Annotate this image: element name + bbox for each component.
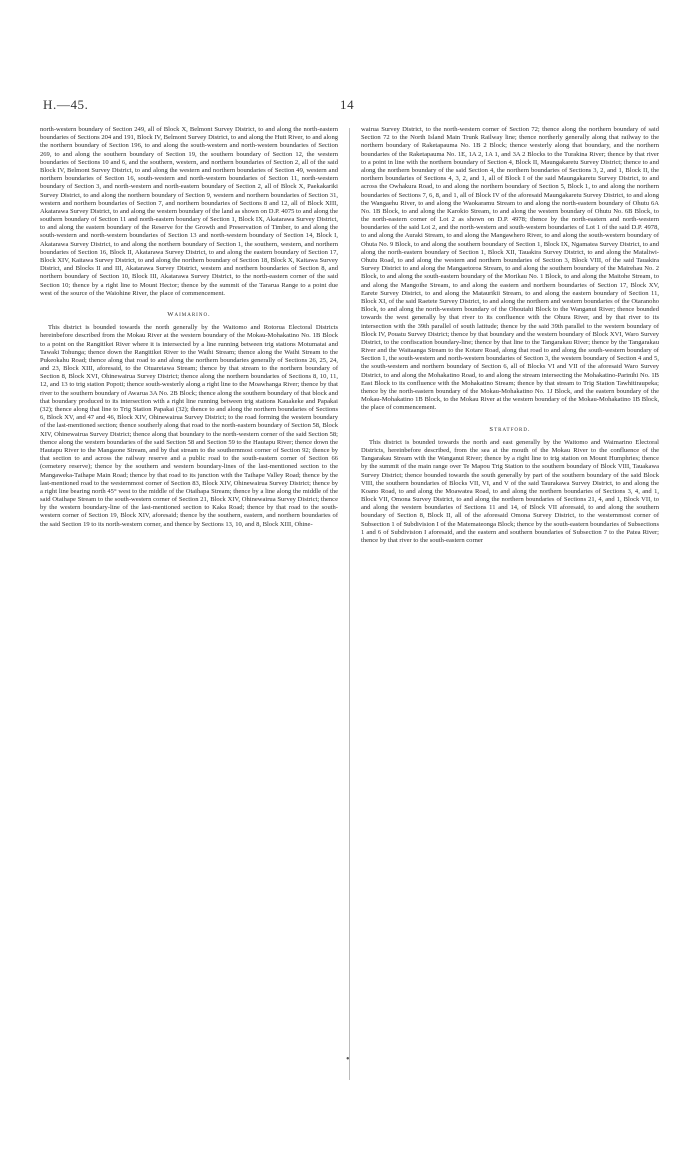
right-paragraph-2: This district is bounded towards the north and east generally by the Waitomo and Waimarino Electoral Districts, hereinbefore described, from the sea at the mouth of the Mokau River to the confluence of the Tangarakau Stream with the Wanganui River; thence by a right line to trig station on Mount Humphries; thence by the summit of the main range over Te Mapou Trig Station to the southern boundary of Block VIII, Tauakawa Survey District; thence bounded towards the south generally by part of the southern boundary of the said Block VIII, the southern boundaries of Blocks VII, VI, and V of the said Taurakawa Survey District, to and along the Koano Road, to and along the Moawatea Road, to and along the northern boundaries of Sections 3, 4, and 1, Block VII, Omona Survey District, to and along the northern boundaries of Sections 21, 4, and 1, Block VII, to and along the western boundaries of Sections 11 and 14, of Block VII aforesaid, to and along the southern boundary of Section 8, Block II, all of the aforesaid Omona Survey District, to the westernmost corner of Subsection 1 of Subdivision I of the Matemateonga Block; thence by the south-eastern boundaries of Subsections 1 and 6 of Subdivision I aforesaid, and the eastern and southern boundaries of Subsection 7 to the Patea River; thence by that river to the south-eastern corner [361,438,659,544]
right-paragraph-1: wairua Survey District, to the north-western corner of Section 72; thence along the northern boundary of said Section 72 to the North Island Main Trunk Railway line; thence northerly generally along that railway to the northern boundary of Raketapauma No. 1B 2 Block; thence westerly along that boundary, and the northern boundaries of the Raketapauma No. 1E, 1A 2, 1A 1, and 3A 2 Blocks to the Turakina River; thence by that river to a point in line with the northern boundary of Section 4, Block II, Maungakaretu Survey District; thence to and along the northern boundary of the said Section 4, the northern boundaries of Sections 3, 2, and 1, Block II, the northern boundaries of Sections 4, 3, 2, and 1, all of Block I of the said Maungakaretu Survey District, to and across the Owhakura Road, to and along the northern boundary of Section 5, Block 1, to and along the northern boundaries of Sections 7, 6, 8, and 1, all of Block IV of the aforesaid Maungakaretu Survey District, to and along the Wangaehu River, to and along the Waokaramu Stream to and along the north-eastern boundary of Ohutu 6A No. 1B Block, to and along the Karokio Stream, to and along the western boundary of Ohutu No. 6B Block, to the north-eastern corner of Lot 2 as shown on D.P. 4978; thence by the north-eastern and north-western boundaries of the said Lot 2, and the north-western and south-western boundaries of Lot 1 of the said D.P. 4978, to and along the Auraki Stream, to and along the Mangawhero River, to and along the south-western boundary of Ohuta No. 9 Block, to and along the southern boundary of Section 1, Block IX, Ngamatea Survey District, to and along the north-eastern boundary of Section 1, Block XII, Tauakira Survey District, to and along the Mataliwi-Ohutu Road, to and along the western and northern boundaries of Section 3, Block VIII, of the said Tauakira Survey District to and along the Mangaetoroa Stream, to and along the southern boundary of the Mairehau No. 2 Block, to and along the south-eastern boundary of the Morikau No. 1 Block, to and along the Maitohe Stream, to and along the Mangoihe Stream, to and along the eastern and northern boundaries of Section 17, Block XV, Earete Survey District, to and along the Mataurikii Stream, to and along the eastern boundary of Section 11, Block XI, of the said Raetete Survey District, to and along the northern and western boundaries of the Otaranoho Block, to and along the north-western boundary of the Ohoutahi Block to the Wanganui River; thence bounded towards the west generally by that river to its confluence with the Ohura River, and by that river to its intersection with the 39th parallel of south latitude; thence by the said 39th parallel to the western boundary of Block IV, Pouatu Survey District; thence by that boundary and the western boundary of Block XVI, Waro Survey District, to the confiscation boundary-line; thence by that line to the Tangarakau River; thence by the Tangarakau River and the Waitaanga Stream to the Kotare Road, along that road to and along the south-western boundary of Section 1, the south-western and north-western boundaries of Section 3, the western boundary of Section 4 and 5, the south-western and northern boundary of Section 6, all of Blocks VI and VII of the aforesaid Waro Survey District, to and along the Mohakatino Road, to and along the stream intersecting the Mohakatino-Parinihi No. 1B East Block to its confluence with the Mohakatino Stream; thence by that stream to Trig Station Tawhitiraupeka; thence by the north-eastern boundary of the Mokau-Mohakatino No. 1J Block, and the eastern boundary of the Mokau-Mohakatino 1B Block, to the Mokau River at the western boundary of the Mokau-Mohakatino 1B Block, the place of commencement. [361,126,659,412]
section-heading-waimarino: Waimarino. [167,310,211,318]
left-paragraph-2: This district is bounded towards the north generally by the Waitomo and Rotorua Electoral Districts hereinbefore described from the Mokau River at the western boundary of the Mokau-Mohakatino No. 1B Block to a point on the Rangitikei River where it is intersected by a line running between trig stations Motumatai and Tawaki Tohunga; thence down the Rangitikei River to the Waihi Stream; thence along the Waihi Stream to the Pukeokahu Road; thence along that road to and along the northern boundaries generally of Sections 26, 25, 24, and 23, Block XIII, aforesaid, to the Otuareiawa Stream; thence by that stream to the northern boundary of Section 8, Block XVI, Ohinewairua Survey District; thence along the northern boundaries of Sections 8, 10, 11, 12, and 13 to trig station Popoti; thence south-westerly along a right line to the Moawhanga River; thence by that river to the southern boundary of Awarua 3A No. 2B Block; thence along the southern boundary of that block and that boundary produced to its intersection with a right line running between trig stations Kauakeke and Papakai (32); thence along that line to Trig Station Papakai (32); thence to and along the northern boundaries of Sections 6, Block XV, and 47 and 46, Block XIV, Ohinewairua Survey District; to the road forming the western boundary of the last-mentioned section; thence southerly along that road to the north-eastern boundary of Section 58, Block XIV, Ohinewairua Survey District; thence along that boundary to the north-western corner of the said Section 58; thence along the western boundaries of the said Section 58 and Section 59 to the Hautapu River; thence down the Hautapu River to the Mangaone Stream, and by that stream to the southernmost corner of Section 92; thence by that section to and across the railway reserve and a public road to the south-eastern corner of Section 66 (cemetery reserve); thence by the southern and western boundary-lines of the last-mentioned section to the Mangaweka-Taihape Main Road; thence by that road to its junction with the Taihape Valley Road; thence by the last-mentioned road to the westernmost corner of Section 83, Block XIV, Ohinewairua Survey District; thence by a right line bearing north 45° west to the middle of the Otaihapa Stream; thence by a line along the middle of the said Otaihape Stream to the south-western corner of Section 21, Block XIV, Ohinewairua Survey District; thence by the western boundary-line of the last-mentioned section to Kaka Road; thence by that road to the south-western corner of Section 19, Block XIV, aforesaid; thence by the southern, eastern, and northern boundaries of the said Section 19 to its north-western corner, and thence by Sections 13, 10, and 8, Block XIII, Ohine- [40,324,338,528]
left-column [40,126,338,529]
printer-mark-icon: • [346,1054,350,1065]
section-heading-stratford: Stratford. [489,425,531,433]
page-number: 14 [340,97,355,112]
column-divider [349,128,350,1080]
right-column [361,126,659,545]
page-header-reference: H.—45. [43,97,89,112]
left-paragraph-1: north-western boundary of Section 249, all of Block X, Belmont Survey District, to and along the north-eastern boundaries of Sections 204 and 191, Block IV, Belmont Survey District, to and along the Hutt River, to and along the northern boundary of Section 196, to and along the south-western and north-western boundaries of Section 269, to and along the southern boundary of Section 19, the southern boundary of Section 12, the western boundaries of Sections 10 and 6, and the southern, western, and northern boundaries of Section 2, all of the said Block IV, Belmont Survey District, to and along the western and northern boundaries of Section 49, western and northern boundaries of Section 16, south-western and north-western boundaries of Section 11, north-western boundary of Section 3, and north-western and north-eastern boundary of Section 2, all of Block X, Paekakariki Survey District, to and along the northern boundary of Section 9, western and northern boundaries of Section 31, western and northern boundaries of Section 7, and northern boundaries of Sections 8 and 12, all of Block XIII, Akatarawa Survey District, to and along the western boundary of the land as shown on D.P. 4075 to and along the southern boundary of Section 11 and north-eastern boundary of Section 1, Block IX, Akatarawa Survey District, to and along the eastern boundary of the Reserve for the Growth and Preservation of Timber, to and along the south-western and north-western boundaries of Section 13 and north-western boundary of Section 14, Block I, Akatarawa Survey District, to and along the northern boundary of Section 1, the southern, western, and northern boundaries of Section 16, Block II, Akatarawa Survey District, to and along the eastern boundary of Section 17, Block XIV, Kaitawa Survey District, to and along the northern boundary of Section 18, Block X, Kaitawa Survey District, and Blocks II and III, Akatarawa Survey District, western and northern boundaries of Section 8, and northern boundary of Section 10, Block III, Akatarawa Survey District, to the north-eastern corner of the said Section 10; thence by a right line to Mount Hector; thence by the summit of the Tararua Range to a point due west of the source of the Waiohine River, the place of commencement. [40,126,339,297]
